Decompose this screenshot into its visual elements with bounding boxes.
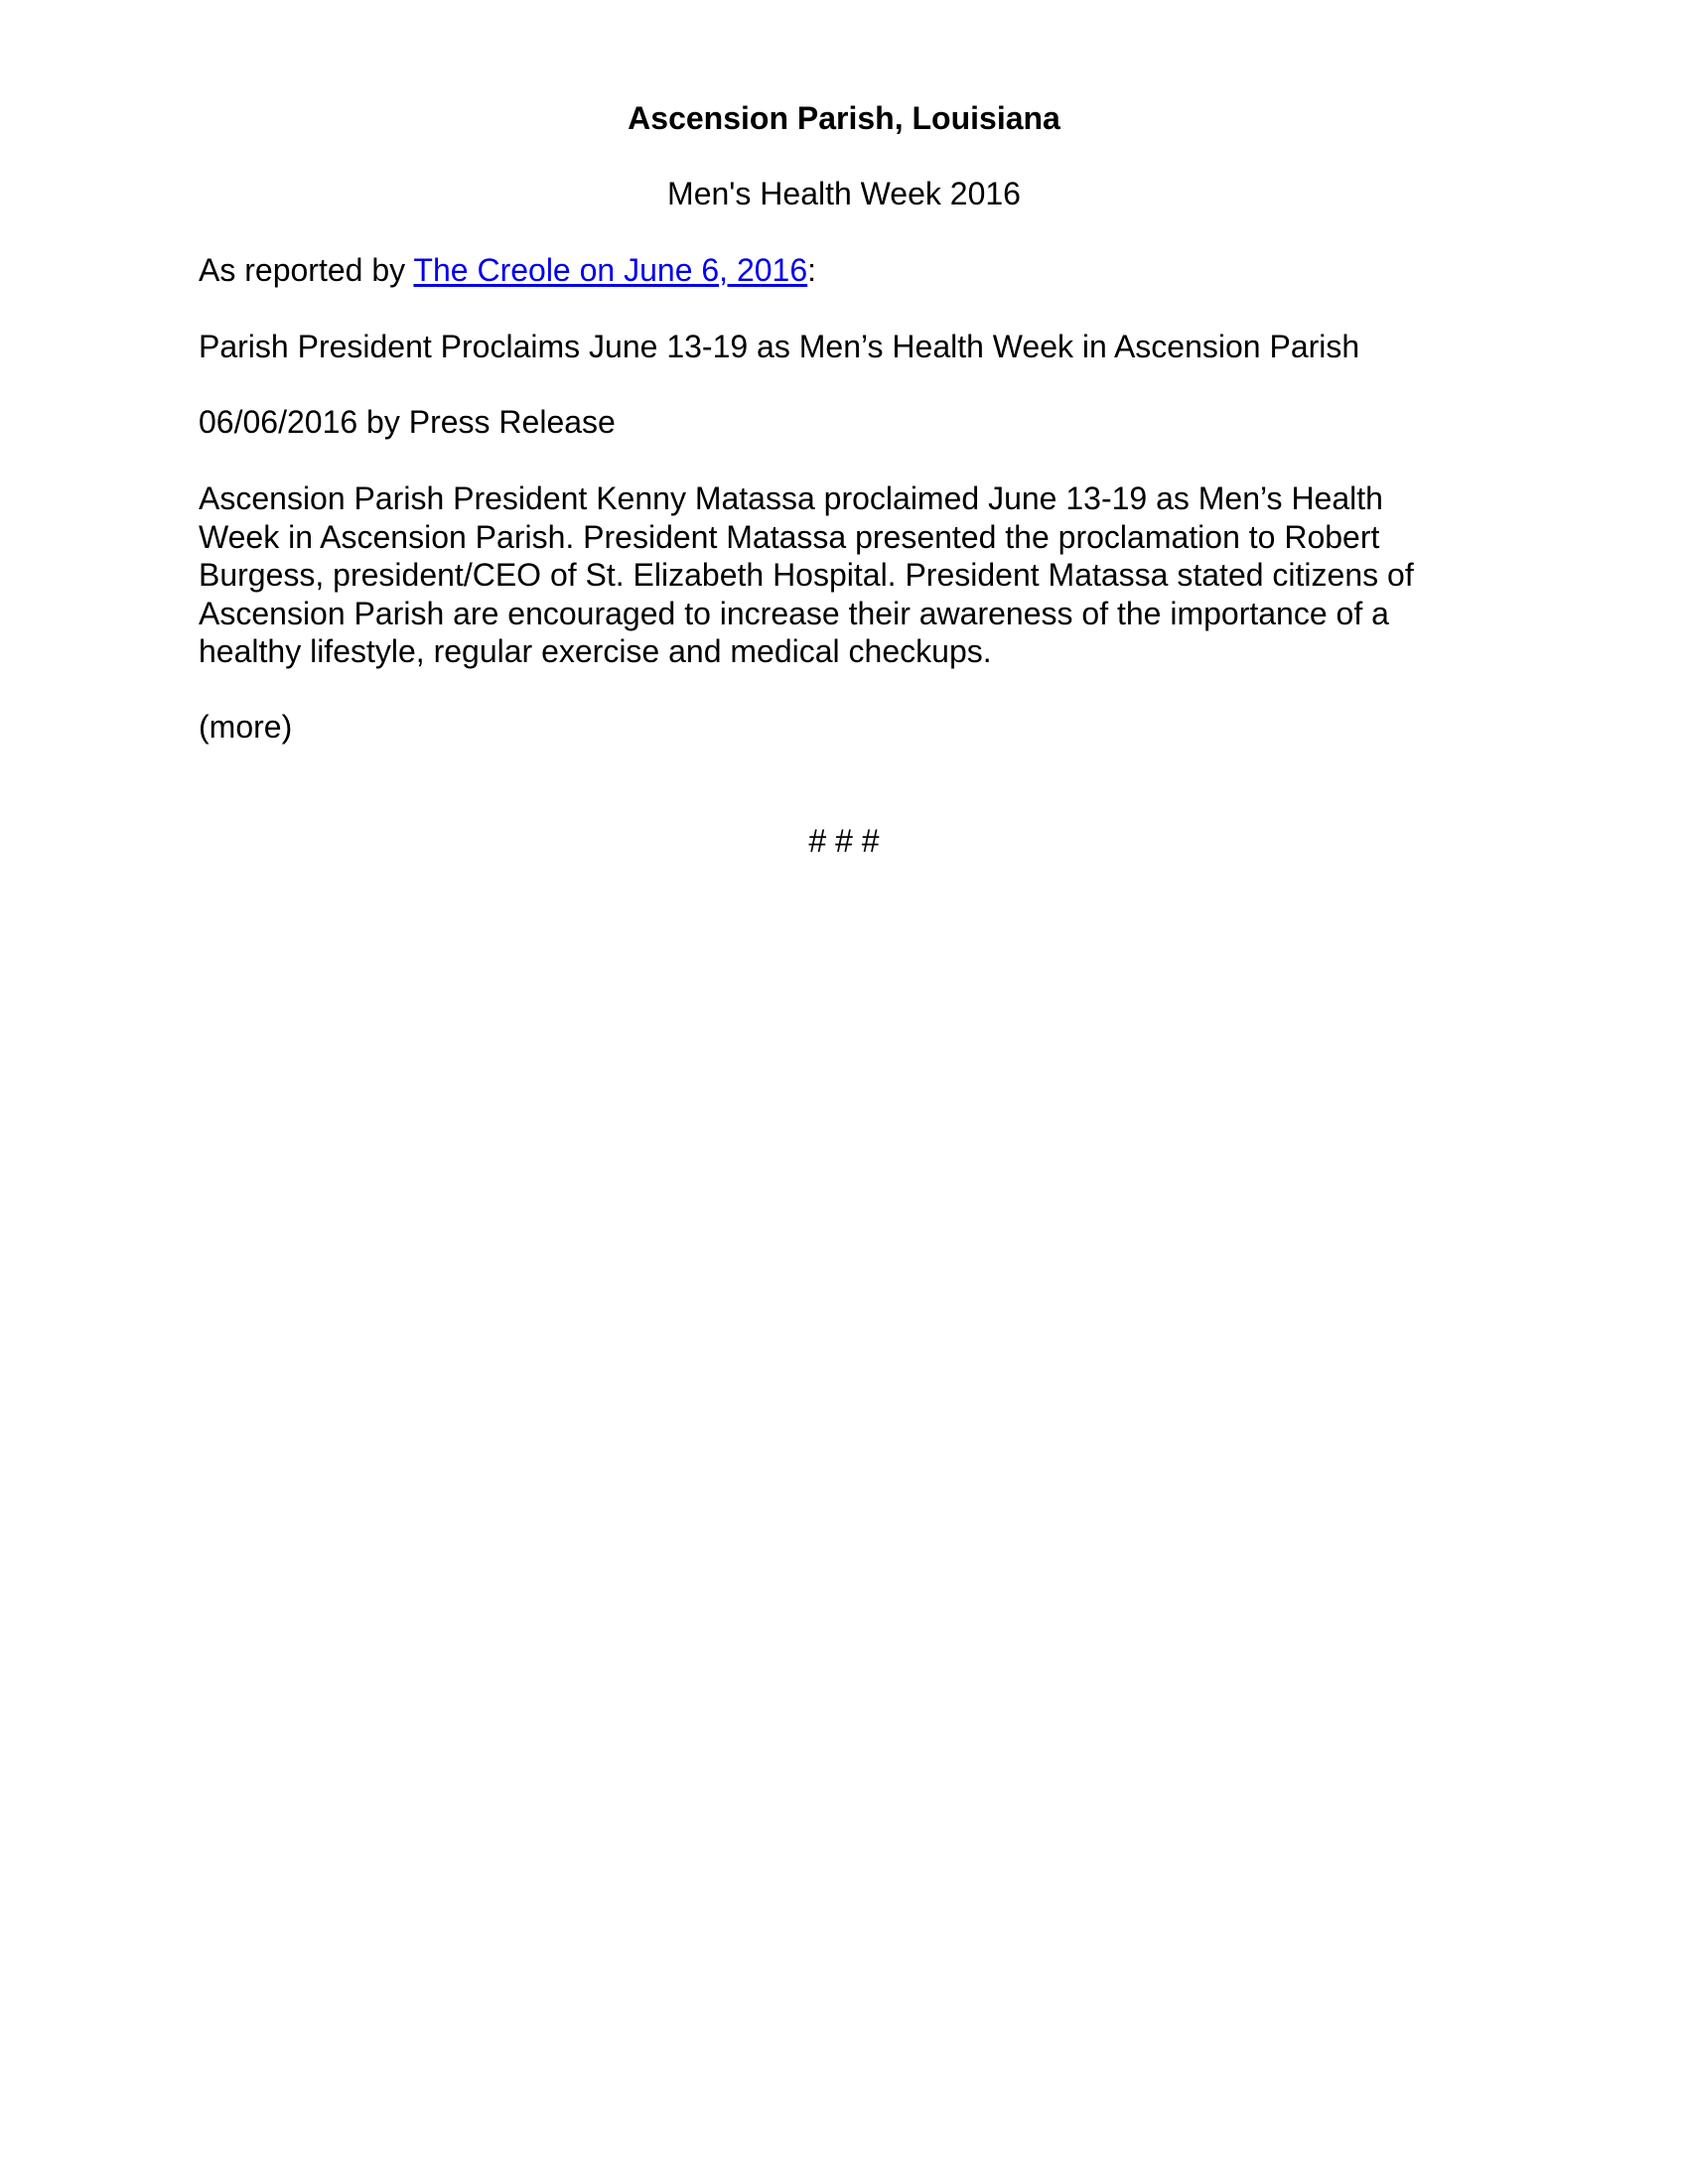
body-line: Ascension Parish are encouraged to increase their awareness of the importance of a bbox=[199, 595, 1389, 631]
source-suffix: : bbox=[807, 252, 817, 288]
body-line: healthy lifestyle, regular exercise and medical checkups. bbox=[199, 633, 992, 669]
source-link[interactable]: The Creole on June 6, 2016 bbox=[413, 252, 808, 288]
article-body bbox=[199, 479, 1489, 671]
article-headline: Parish President Proclaims June 13-19 as Men’s Health Week in Ascension Parish bbox=[199, 329, 1360, 364]
end-mark: # # # bbox=[808, 823, 880, 859]
body-line: Week in Ascension Parish. President Matassa presented the proclamation to Robert bbox=[199, 518, 1380, 555]
document-subtitle: Men's Health Week 2016 bbox=[667, 176, 1021, 211]
body-line: Ascension Parish President Kenny Matassa proclaimed June 13-19 as Men’s Health bbox=[199, 480, 1383, 516]
document-title: Ascension Parish, Louisiana bbox=[628, 100, 1060, 136]
source-prefix: As reported by bbox=[199, 252, 414, 288]
article-dateline: 06/06/2016 by Press Release bbox=[199, 404, 616, 440]
more-marker: (more) bbox=[199, 709, 293, 745]
source-attribution bbox=[199, 251, 816, 289]
body-line: Burgess, president/CEO of St. Elizabeth Hospital. President Matassa stated citizens of bbox=[199, 557, 1414, 593]
